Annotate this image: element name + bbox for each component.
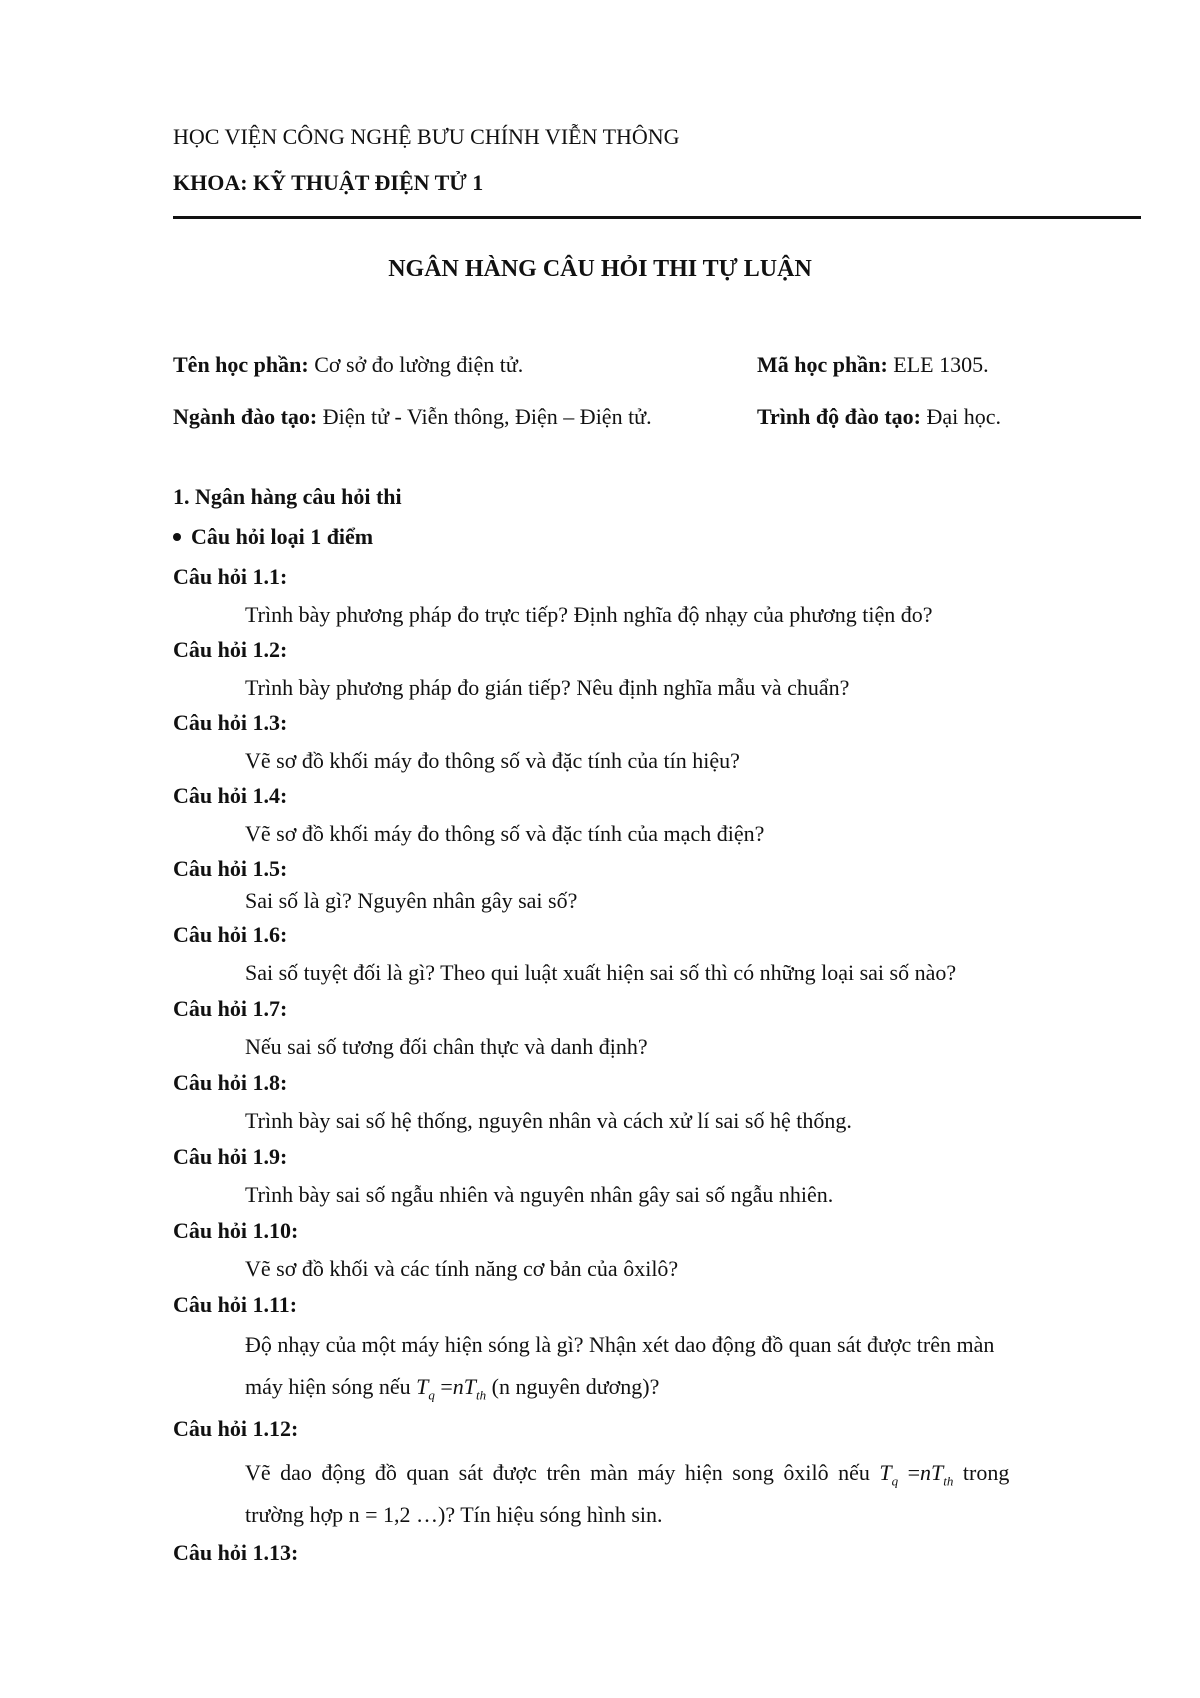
question-text-formula-line <box>245 1374 659 1403</box>
institution-name: HỌC VIỆN CÔNG NGHỆ BƯU CHÍNH VIỄN THÔNG <box>173 124 680 149</box>
code-value: ELE 1305. <box>887 352 989 377</box>
question-text: Trình bày sai số ngẫu nhiên và nguyên nhân gây sai số ngẫu nhiên. <box>245 1182 834 1207</box>
question-label: Câu hỏi 1.8: <box>173 1070 288 1095</box>
question-text: Sai số tuyệt đối là gì? Theo qui luật xuất hiện sai số thì có những loại sai số nào? <box>245 960 957 985</box>
bullet-dot-icon <box>173 533 181 541</box>
question-label: Câu hỏi 1.11: <box>173 1292 298 1317</box>
question-text: trường hợp n = 1,2 …)? Tín hiệu sóng hình sin. <box>245 1502 663 1527</box>
training-major <box>173 404 652 430</box>
question-text: Độ nhạy của một máy hiện sóng là gì? Nhận xét dao động đồ quan sát được trên màn <box>245 1332 995 1357</box>
document-title: NGÂN HÀNG CÂU HỎI THI TỰ LUẬN <box>388 256 812 282</box>
course-value: Cơ sở đo lường điện tử. <box>308 352 524 377</box>
question-text: Trình bày sai số hệ thống, nguyên nhân và cách xử lí sai số hệ thống. <box>245 1108 852 1133</box>
period-formula: $T_q =nT_{th}$ <box>879 1460 954 1489</box>
bullet-heading <box>173 524 373 550</box>
course-name <box>173 352 523 378</box>
question-label: Câu hỏi 1.10: <box>173 1218 299 1243</box>
question-text: Vẽ sơ đồ khối và các tính năng cơ bản của ôxilô? <box>245 1256 679 1281</box>
question-text: Vẽ sơ đồ khối máy đo thông số và đặc tính của tín hiệu? <box>245 748 740 773</box>
training-level <box>757 404 1001 430</box>
course-code <box>757 352 989 378</box>
question-label: Câu hỏi 1.1: <box>173 564 288 589</box>
question-label: Câu hỏi 1.6: <box>173 922 288 947</box>
header-divider <box>173 216 1141 219</box>
question-label: Câu hỏi 1.4: <box>173 783 288 808</box>
question-label: Câu hỏi 1.12: <box>173 1416 299 1441</box>
question-text: Nếu sai số tương đối chân thực và danh định? <box>245 1034 648 1059</box>
question-text: Trình bày phương pháp đo gián tiếp? Nêu định nghĩa mẫu và chuẩn? <box>245 675 850 700</box>
question-text-part: (n nguyên dương)? <box>491 1374 660 1399</box>
code-label: Mã học phần: <box>757 352 888 377</box>
question-text-formula-line <box>245 1460 1009 1489</box>
department-name: KHOA: KỸ THUẬT ĐIỆN TỬ 1 <box>173 170 484 195</box>
question-text: Vẽ sơ đồ khối máy đo thông số và đặc tính của mạch điện? <box>245 821 765 846</box>
major-label: Ngành đào tạo: <box>173 404 318 429</box>
level-value: Đại học. <box>921 404 1002 429</box>
question-label: Câu hỏi 1.7: <box>173 996 288 1021</box>
major-value: Điện tử - Viễn thông, Điện – Điện tử. <box>317 404 652 429</box>
question-text-part: trong <box>962 1460 1010 1485</box>
question-label: Câu hỏi 1.5: <box>173 856 288 881</box>
question-text: Sai số là gì? Nguyên nhân gây sai số? <box>245 888 578 913</box>
question-label: Câu hỏi 1.9: <box>173 1144 288 1169</box>
question-text-part: Vẽ dao động đồ quan sát được trên màn máy hiện song ôxilô nếu <box>245 1460 870 1485</box>
bullet-heading-text: Câu hỏi loại 1 điểm <box>191 524 374 549</box>
question-text: Trình bày phương pháp đo trực tiếp? Định nghĩa độ nhạy của phương tiện đo? <box>245 602 933 627</box>
level-label: Trình độ đào tạo: <box>757 404 922 429</box>
course-label: Tên học phần: <box>173 352 309 377</box>
period-formula: $T_q =nT_{th}$ <box>416 1374 487 1403</box>
question-label: Câu hỏi 1.2: <box>173 637 288 662</box>
section-title: 1. Ngân hàng câu hỏi thi <box>173 484 402 509</box>
question-text-part: máy hiện sóng nếu <box>245 1374 411 1399</box>
question-label: Câu hỏi 1.3: <box>173 710 288 735</box>
question-label: Câu hỏi 1.13: <box>173 1540 299 1565</box>
